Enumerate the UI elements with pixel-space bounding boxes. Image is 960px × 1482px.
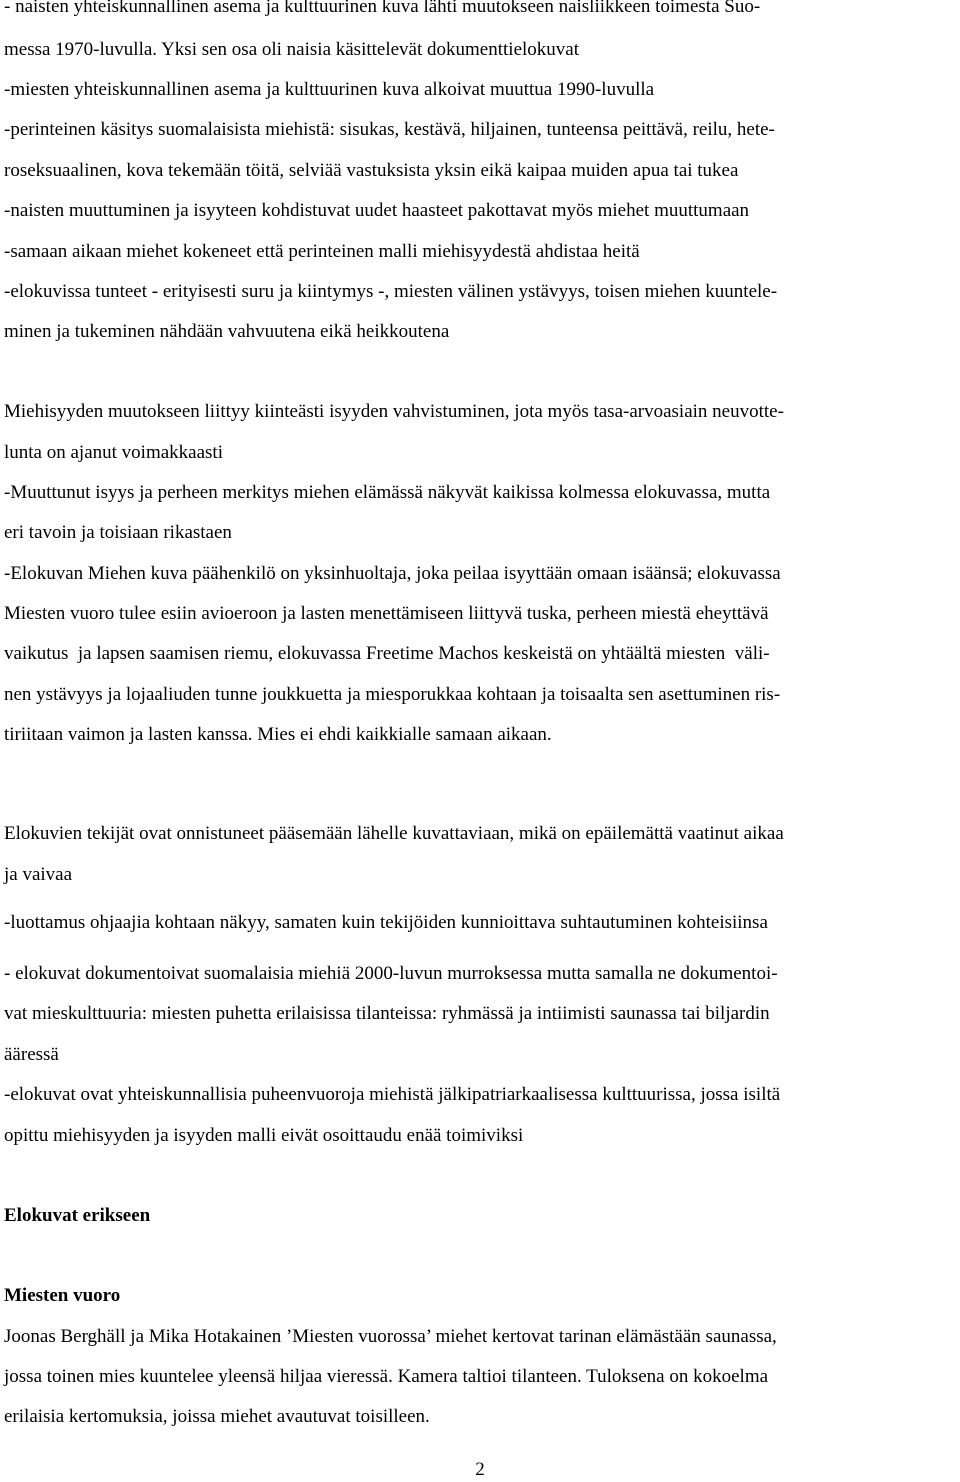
text-line: - naisten yhteiskunnallinen asema ja kulttuurinen kuva lähti muutokseen naisliikkeen toimesta Suo- [4,0,761,17]
text-line: eri tavoin ja toisiaan rikastaen [4,522,232,543]
text-line: Miesten vuoro tulee esiin avioeroon ja lasten menettämiseen liittyvä tuska, perheen miestä eheyttävä [4,603,769,624]
text-line: -Muuttunut isyys ja perheen merkitys miehen elämässä näkyvät kaikissa kolmessa elokuvassa, mutta [4,482,771,503]
text-line: - elokuvat dokumentoivat suomalaisia miehiä 2000-luvun murroksessa mutta samalla ne dokumentoi- [4,963,778,984]
text-line: tiriitaan vaimon ja lasten kanssa. Mies ei ehdi kaikkialle samaan aikaan. [4,724,552,745]
text-line: roseksuaalinen, kova tekemään töitä, selviää vastuksista yksin eikä kaipaa muiden apua tai tukea [4,160,739,181]
text-line: jossa toinen mies kuuntelee yleensä hiljaa vieressä. Kamera taltioi tilanteen. Tuloksena on kokoelma [4,1366,769,1387]
text-line: opittu miehisyyden ja isyyden malli eivät osoittaudu enää toimiviksi [4,1125,524,1146]
text-line: Elokuvien tekijät ovat onnistuneet pääsemään lähelle kuvattaviaan, mikä on epäilemättä vaatinut aikaa [4,823,784,844]
text-line: ja vaivaa [4,864,73,885]
text-line: -perinteinen käsitys suomalaisista miehistä: sisukas, kestävä, hiljainen, tunteensa peittävä, reilu, hete- [4,119,775,140]
text-line: lunta on ajanut voimakkaasti [4,442,223,463]
text-line: vat mieskulttuuria: miesten puhetta erilaisissa tilanteissa: ryhmässä ja intiimisti saunassa tai biljardin [4,1003,770,1024]
text-line: Joonas Berghäll ja Mika Hotakainen ’Miesten vuorossa’ miehet kertovat tarinan elämästään saunassa, [4,1326,777,1347]
subsection-heading: Miesten vuoro [4,1285,121,1306]
section-heading: Elokuvat erikseen [4,1205,151,1226]
text-line: -elokuvissa tunteet - erityisesti suru ja kiintymys -, miesten välinen ystävyys, toisen miehen kuuntele- [4,281,778,302]
text-line: -elokuvat ovat yhteiskunnallisia puheenvuoroja miehistä jälkipatriarkaalisessa kulttuurissa, jossa isiltä [4,1084,781,1105]
text-line: nen ystävyys ja lojaaliuden tunne joukkuetta ja miesporukkaa kohtaan ja toisaalta sen asettuminen ris- [4,684,781,705]
text-line: -luottamus ohjaajia kohtaan näkyy, samaten kuin tekijöiden kunnioittava suhtautuminen kohteisiinsa [4,912,768,933]
text-line: -naisten muuttuminen ja isyyteen kohdistuvat uudet haasteet pakottavat myös miehet muuttumaan [4,200,750,221]
text-line: -samaan aikaan miehet kokeneet että perinteinen malli miehisyydestä ahdistaa heitä [4,241,640,262]
text-line: -miesten yhteiskunnallinen asema ja kulttuurinen kuva alkoivat muuttua 1990-luvulla [4,79,655,100]
page-number: 2 [475,1459,485,1480]
text-line: messa 1970-luvulla. Yksi sen osa oli naisia käsittelevät dokumenttielokuvat [4,39,579,60]
text-line: minen ja tukeminen nähdään vahvuutena eikä heikkoutena [4,321,450,342]
text-line: Miehisyyden muutokseen liittyy kiinteästi isyyden vahvistuminen, jota myös tasa-arvoasiain neuvotte- [4,401,784,422]
text-line: erilaisia kertomuksia, joissa miehet avautuvat toisilleen. [4,1406,430,1427]
text-line: vaikutus ja lapsen saamisen riemu, elokuvassa Freetime Machos keskeistä on yhtäältä miesten väli- [4,643,770,664]
text-line: -Elokuvan Miehen kuva päähenkilö on yksinhuoltaja, joka peilaa isyyttään omaan isäänsä; elokuvassa [4,563,781,584]
text-line: ääressä [4,1044,59,1065]
